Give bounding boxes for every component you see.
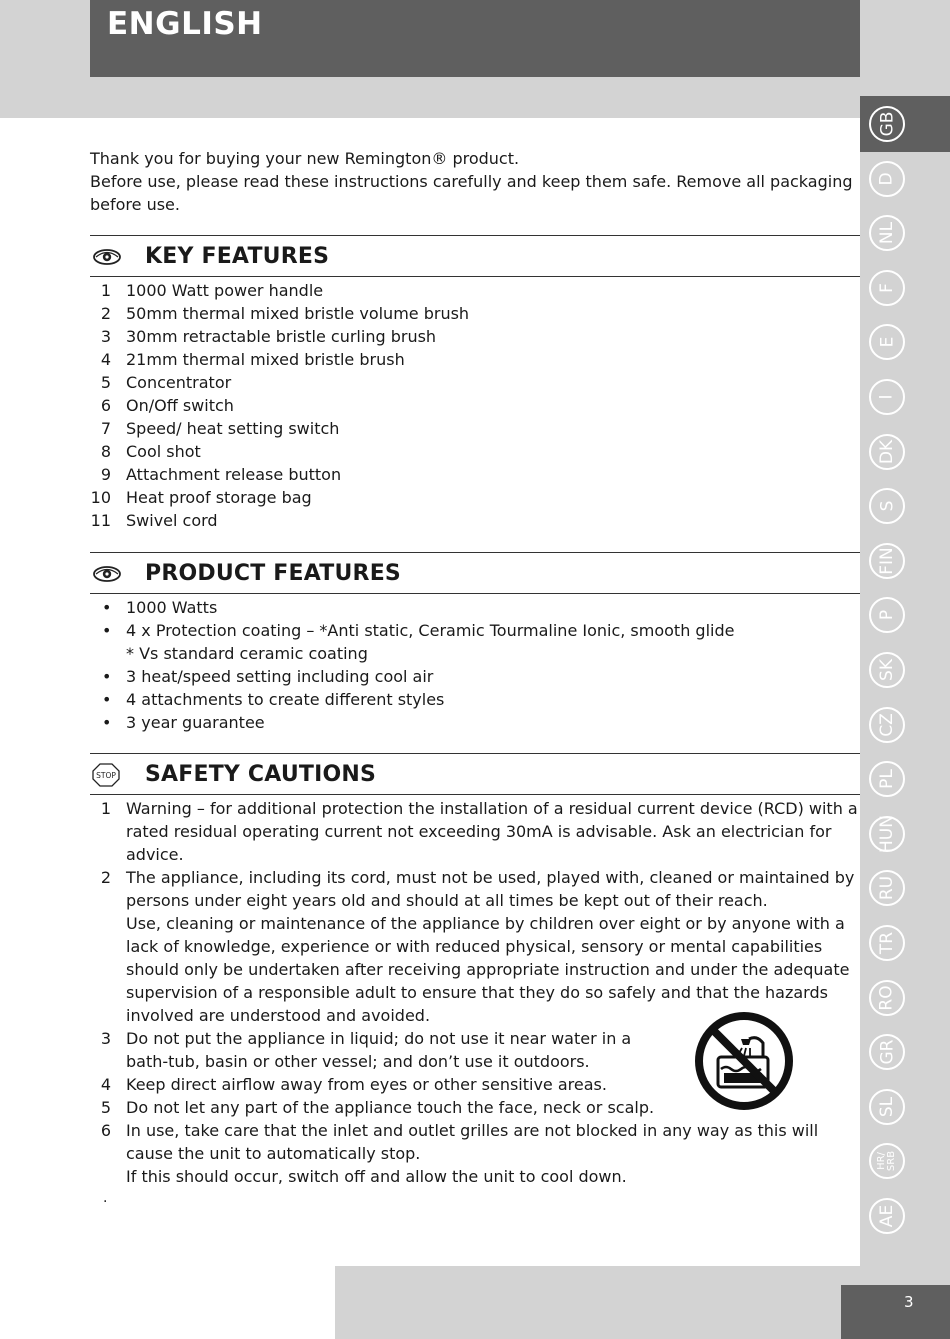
product-feature-item: [90, 711, 860, 734]
item-number: 6: [100, 396, 111, 415]
language-tab-label: NL: [876, 222, 897, 245]
language-tab-label: TR: [876, 931, 897, 955]
language-header: [90, 0, 860, 77]
item-text: 50mm thermal mixed bristle volume brush: [126, 304, 470, 323]
item-text: Heat proof storage bag: [126, 488, 312, 507]
language-tab-label: HUN: [877, 814, 898, 853]
item-number: 6: [100, 1121, 111, 1140]
bullet: •: [102, 667, 112, 686]
item-number: 3: [100, 1029, 111, 1048]
bullet: •: [102, 621, 112, 640]
item-text: 30mm retractable bristle curling brush: [126, 327, 437, 346]
key-feature-item: [90, 279, 860, 302]
item-text: Keep direct airflow away from eyes or other sensitive areas.: [126, 1075, 607, 1094]
language-tab-label: AE: [877, 1204, 897, 1228]
item-number: 9: [100, 465, 111, 484]
language-tab-label: FIN: [876, 547, 897, 575]
page-number-box: [841, 1285, 950, 1339]
product-feature-item: [90, 665, 860, 688]
key-feature-item: [90, 302, 860, 325]
key-feature-item: [90, 417, 860, 440]
language-tab-f[interactable]: [869, 270, 905, 306]
key-feature-item: [90, 463, 860, 486]
item-number: 4: [100, 350, 111, 369]
page-number: 3: [904, 1293, 914, 1311]
stop-icon: [92, 763, 120, 787]
language-tab-label: E: [877, 337, 897, 348]
item-number: 3: [100, 327, 111, 346]
section-title: PRODUCT FEATURES: [145, 561, 401, 586]
item-text: 4 x Protection coating – *Anti static, Ceramic Tourmaline Ionic, smooth glide * Vs standard ceramic coating: [126, 621, 735, 663]
language-tab-d[interactable]: [869, 161, 905, 197]
language-tab-label: GB: [877, 111, 897, 137]
item-text: Attachment release button: [126, 465, 342, 484]
item-number: 10: [90, 488, 111, 507]
language-tab-ae[interactable]: [869, 1198, 905, 1234]
language-tab-sk[interactable]: [869, 652, 905, 688]
language-tab-cz[interactable]: [869, 707, 905, 743]
item-text: 1000 Watts: [126, 598, 218, 617]
item-text: Concentrator: [126, 373, 232, 392]
section-title: SAFETY CAUTIONS: [145, 762, 377, 787]
language-tab-label: D: [877, 172, 897, 186]
stop-label: STOP: [96, 771, 116, 780]
safety-cautions-heading: [90, 753, 860, 795]
language-tab-label: DK: [877, 439, 897, 464]
language-tab-label: CZ: [877, 712, 897, 737]
item-text: Do not put the appliance in liquid; do not use it near water in a bath-tub, basin or other vessel; and don’t use it outdoors.: [126, 1029, 632, 1071]
language-tab-s[interactable]: [869, 488, 905, 524]
key-feature-item: [90, 325, 860, 348]
language-tab-hun[interactable]: [869, 816, 905, 852]
language-tab-label: RO: [876, 984, 897, 1011]
item-text: 3 year guarantee: [126, 713, 265, 732]
language-tab-label: PL: [876, 769, 897, 790]
item-number: 11: [90, 511, 111, 530]
key-feature-item: [90, 394, 860, 417]
item-number: 1: [100, 281, 111, 300]
item-text: 4 attachments to create different styles: [126, 690, 445, 709]
item-text: In use, take care that the inlet and outlet grilles are not blocked in any way as this will cause the unit to automatically stop. If this should occur, switch off and allow the unit to cool down.: [126, 1121, 819, 1186]
bullet: •: [102, 598, 112, 617]
item-text: The appliance, including its cord, must not be used, played with, cleaned or maintained by persons under eight years old and should at all times be kept out of their reach. Use, cleaning or maintenance of the appliance by children over eight or by anyone with a lack of knowledge, experience or with reduced physical, sensory or mental capabilities should only be undertaken after receiving appropriate instruction and under the adequate supervision of a responsible adult to ensure that they do so safely and that the hazards involved are understood and avoided.: [126, 868, 855, 1025]
section-title: KEY FEATURES: [145, 244, 330, 269]
language-tab-label: RU: [876, 876, 897, 901]
eye-icon: [92, 564, 122, 584]
key-feature-item: [90, 440, 860, 463]
item-text: 21mm thermal mixed bristle brush: [126, 350, 405, 369]
language-tab-label: SK: [876, 659, 897, 681]
language-tab-gb[interactable]: [869, 106, 905, 142]
language-tab-label: F: [877, 282, 897, 293]
item-number: 5: [100, 373, 111, 392]
product-features-list: [90, 596, 860, 734]
language-tab-label: S: [876, 500, 897, 512]
key-feature-item: [90, 486, 860, 509]
item-text: Speed/ heat setting switch: [126, 419, 340, 438]
language-tab-nl[interactable]: [869, 215, 905, 251]
item-text: 3 heat/speed setting including cool air: [126, 667, 434, 686]
language-tab-tr[interactable]: [869, 925, 905, 961]
safety-caution-item: [90, 1119, 860, 1188]
language-tab-sl[interactable]: [869, 1089, 905, 1125]
item-text: Do not let any part of the appliance touch the face, neck or scalp.: [126, 1098, 655, 1117]
item-number: 2: [100, 304, 111, 323]
language-tab-ro[interactable]: [869, 980, 905, 1016]
eye-icon: [92, 247, 122, 267]
safety-caution-item: [90, 797, 860, 866]
key-feature-item: [90, 371, 860, 394]
item-text: Swivel cord: [126, 511, 218, 530]
item-number: 1: [100, 799, 111, 818]
language-tab-gr[interactable]: [869, 1034, 905, 1070]
item-number: 7: [100, 419, 111, 438]
intro: [90, 147, 860, 216]
key-feature-item: [90, 509, 860, 532]
item-text: Cool shot: [126, 442, 201, 461]
language-tab-label: P: [876, 610, 897, 621]
bullet: •: [102, 690, 112, 709]
language-tab-dk[interactable]: [869, 434, 905, 470]
language-tab-label: SL: [876, 1096, 897, 1117]
item-text: Warning – for additional protection the installation of a residual current device (RCD) with a rated residual operating current not exceeding 30mA is advisable. Ask an electrician for advice.: [126, 799, 858, 864]
no-water-warning-icon: [694, 1011, 794, 1111]
bullet: •: [102, 713, 112, 732]
key-features-list: [90, 279, 860, 532]
language-tab-pl[interactable]: [869, 761, 905, 797]
item-text: 1000 Watt power handle: [126, 281, 324, 300]
safety-caution-item: [90, 866, 860, 1027]
language-tab-i[interactable]: [869, 379, 905, 415]
language-tab-label: GR: [877, 1039, 897, 1065]
key-feature-item: [90, 348, 860, 371]
item-number: 8: [100, 442, 111, 461]
item-text: On/Off switch: [126, 396, 234, 415]
product-features-heading: [90, 552, 860, 594]
intro-line: Thank you for buying your new Remington® product.: [90, 149, 520, 168]
item-number: 4: [100, 1075, 111, 1094]
key-features-heading: [90, 235, 860, 277]
language-title: ENGLISH: [107, 6, 263, 42]
language-tab-fin[interactable]: [869, 543, 905, 579]
intro-line: Before use, please read these instructions carefully and keep them safe. Remove all packaging before use.: [90, 172, 853, 214]
language-tab-label: I: [876, 394, 897, 400]
product-feature-item: [90, 688, 860, 711]
item-number: 5: [100, 1098, 111, 1117]
trailing-mark: .: [103, 1190, 108, 1206]
product-feature-item: [90, 596, 860, 619]
product-feature-item: [90, 619, 860, 665]
language-tab-label: HR/ SRB: [876, 1151, 897, 1172]
safety-cautions-list: [90, 797, 860, 1188]
item-number: 2: [100, 868, 111, 887]
